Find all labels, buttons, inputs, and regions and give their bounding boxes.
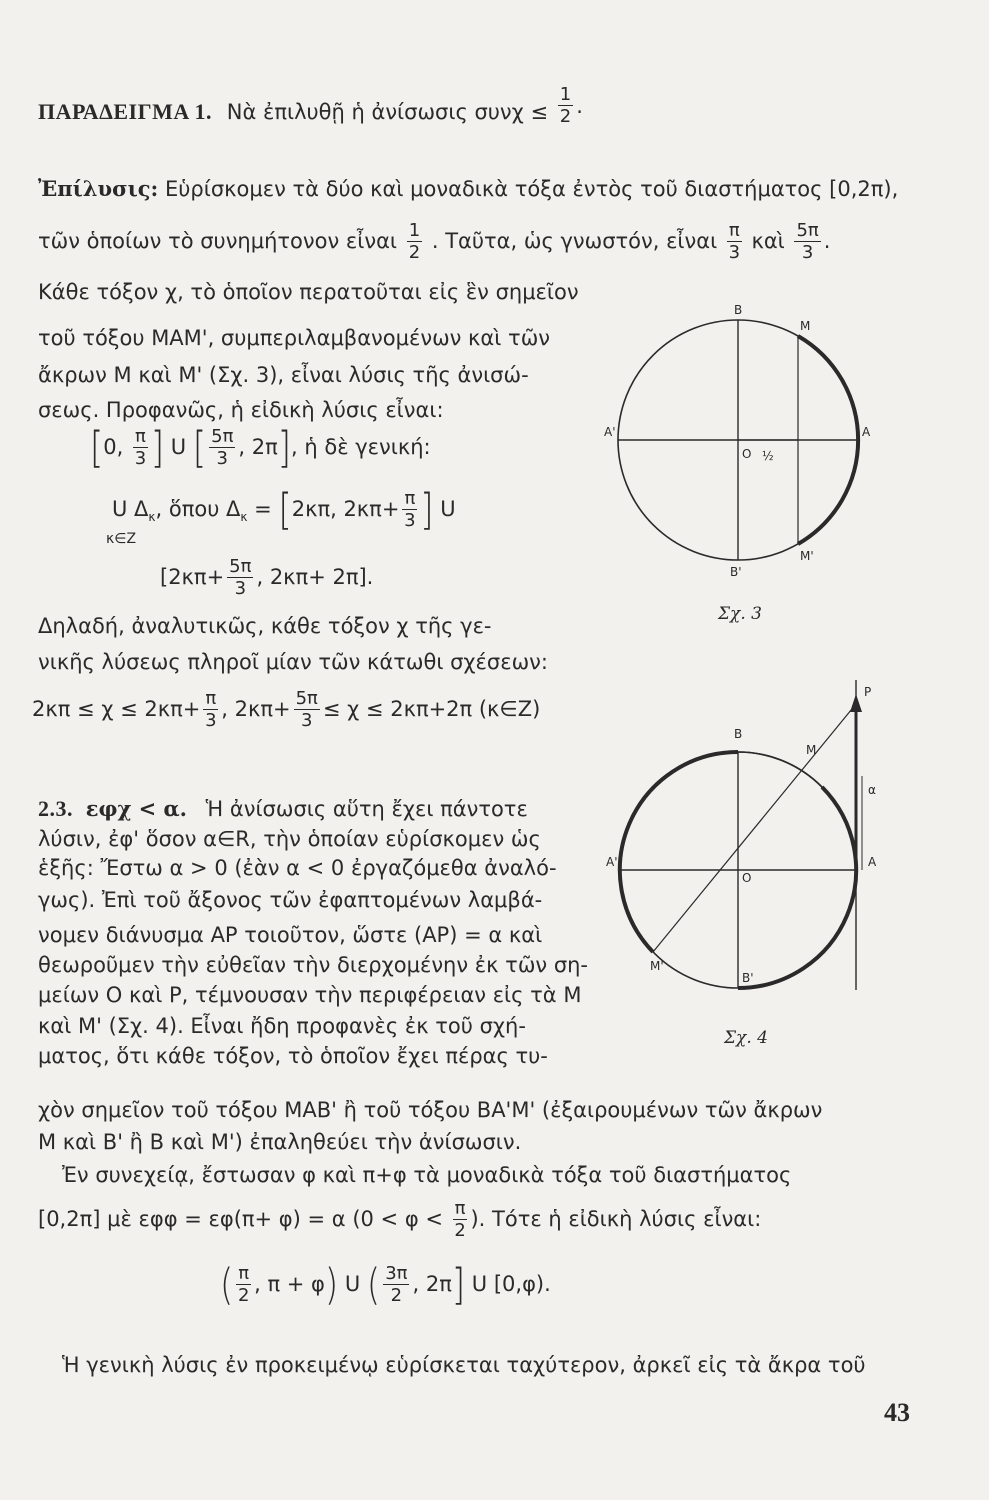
label-b: B <box>734 303 743 317</box>
solution-line-3: Κάθε τόξον χ, τὸ ὁποῖον περατοῦται εἰς ἓν σημεῖον <box>38 280 579 304</box>
section-line-1 <box>38 798 528 820</box>
section-line-7: μείων Ο καὶ Ρ, τέμνουσαν τὴν περιφέρειαν εἰς τὰ Μ <box>38 983 582 1007</box>
label-p: P <box>864 685 872 699</box>
den: 2 <box>454 1220 466 1241</box>
example-fraction <box>558 86 573 126</box>
section-title: εφχ < α. <box>85 796 187 821</box>
inequality-2a: , 2κπ+ <box>221 697 291 721</box>
label-half: ½ <box>762 449 774 463</box>
den: 3 <box>728 242 741 263</box>
delta-interval: 2κπ, 2κπ+ <box>291 497 400 521</box>
three-pi-half-fraction <box>383 1265 409 1305</box>
section-line-10: χὸν σημεῖον τοῦ τόξου ΜΑΒ' ἢ τοῦ τόξου ΒΑ'Μ' (ἐξαιρουμένων τῶν ἄκρων <box>38 1098 823 1122</box>
section-line-14: Ἡ γενικὴ λύσις ἐν προκειμένῳ εὑρίσκεται ταχύτερον, ἀρκεῖ εἰς τὰ ἄκρα τοῦ <box>62 1353 866 1377</box>
solution-line-6: σεως. Προφανῶς, ἡ εἰδικὴ λύσις εἶναι: <box>38 398 444 422</box>
den: 3 <box>300 710 313 731</box>
num: π <box>238 1263 250 1284</box>
arc-bm <box>738 752 822 787</box>
den: 3 <box>205 710 217 731</box>
five-pi-third-fraction <box>794 222 820 262</box>
line-op <box>653 704 856 952</box>
pi-third-fraction <box>727 222 742 262</box>
label-o: O <box>742 871 752 885</box>
example-statement: Νὰ ἐπιλυθῇ ἡ ἀνίσωσις συνχ ≤ <box>226 100 549 124</box>
section-line-12: Ἐν συνεχείᾳ, ἔστωσαν φ καὶ π+φ τὰ μοναδικὰ τόξα τοῦ διαστήματος <box>62 1163 792 1187</box>
section-line-2: λύσιν, ἐφ' ὅσον α∈R, τὴν ὁποίαν εὑρίσκομεν ὡς <box>38 827 541 851</box>
five-pi-third-fraction <box>209 428 235 468</box>
and-word: καὶ <box>751 229 785 253</box>
section-number: 2.3. <box>38 796 73 821</box>
label-m-prime: M' <box>650 959 664 973</box>
interval-b: , 2π <box>412 1272 452 1296</box>
num: π <box>728 220 740 241</box>
vector-arrowhead <box>850 694 862 712</box>
solution-line-8: νικῆς λύσεως πληροῖ μίαν τῶν κάτωθι σχέσεων: <box>38 650 548 674</box>
figure-4-diagram <box>600 660 890 1000</box>
label-alpha: α <box>868 783 876 797</box>
general-solution-line-2 <box>160 558 373 598</box>
label-a: A <box>862 425 871 439</box>
union-symbol: U <box>170 435 187 459</box>
num: π <box>454 1198 466 1219</box>
union-delta: U Δ <box>112 497 149 521</box>
solution-text-1: Εὑρίσκομεν τὰ δύο καὶ μοναδικὰ τόξα ἐντὸς τοῦ διαστήματος [0,2π), <box>164 177 899 201</box>
num: π <box>205 688 217 709</box>
section-line-4: γως). Ἐπὶ τοῦ ἄξονος τῶν ἐφαπτομένων λαμβά- <box>38 888 543 912</box>
solution-line-5: ἄκρων Μ καὶ Μ' (Σχ. 3), εἶναι λύσις τῆς ἀνισώ- <box>38 363 529 387</box>
union-symbol: U <box>344 1272 361 1296</box>
where-word: , ὅπου Δ <box>155 497 241 521</box>
label-b-prime: B' <box>742 971 754 985</box>
general-word: , ἡ δὲ γενική: <box>291 435 431 459</box>
section-text-1: Ἡ ἀνίσωσις αὕτη ἔχει πάντοτε <box>205 797 528 821</box>
den: 2 <box>390 1285 403 1306</box>
section-text-13b: ). Τότε ἡ εἰδικὴ λύσις εἶναι: <box>470 1207 762 1231</box>
section-line-6: θεωροῦμεν τὴν εὐθεῖαν τὴν διερχομένην ἐκ τῶν ση- <box>38 953 589 977</box>
pi-half-fraction <box>236 1265 251 1305</box>
den: 3 <box>234 578 247 599</box>
solution-line-7: Δηλαδή, ἀναλυτικῶς, κάθε τόξον χ τῆς γε- <box>38 614 492 638</box>
special-solution-line: [0, $\frac{\pi}{3}$ ] U [ $\frac{5\pi}{3}$ , 2π], ἡ δὲ γενική: <box>90 423 431 473</box>
five-pi-third-fraction <box>227 558 253 598</box>
label-b: B <box>734 727 743 741</box>
den: 3 <box>801 242 814 263</box>
pi-half-fraction <box>453 1200 468 1240</box>
fraction-numerator: 1 <box>559 84 572 105</box>
num: 5π <box>211 426 234 447</box>
figure-4-caption: Σχ. 4 <box>724 1028 768 1048</box>
pi-third-fraction <box>402 490 417 530</box>
pi-third-fraction <box>133 428 148 468</box>
section-line-3: ἑξῆς: Ἔστω α > 0 (ἐὰν α < 0 ἐργαζόμεθα ἀναλό- <box>38 856 557 880</box>
num: 1 <box>408 220 421 241</box>
interval-a: , π + φ <box>254 1272 325 1296</box>
interval-start: [2κπ+ <box>160 565 225 589</box>
inequality-1: 2κπ ≤ χ ≤ 2κπ+ <box>32 697 201 721</box>
section-line-8: καὶ Μ' (Σχ. 4). Εἶναι ἤδη προφανὲς ἐκ τοῦ σχή- <box>38 1014 526 1038</box>
den: 2 <box>237 1285 250 1306</box>
label-o: O <box>742 447 752 461</box>
equals-sign: = <box>254 497 272 521</box>
solution-text-2b: . Ταῦτα, ὡς γνωστόν, εἶναι <box>431 229 718 253</box>
fraction-denominator: 2 <box>559 106 572 127</box>
k-in-z: κ∈Z <box>106 531 137 547</box>
k-subscript: κ <box>148 510 156 525</box>
num: 5π <box>229 556 252 577</box>
half-fraction <box>407 222 422 262</box>
label-b-prime: B' <box>730 565 742 579</box>
num: 3π <box>385 1263 408 1284</box>
label-m-prime: M' <box>800 549 814 563</box>
num: π <box>135 426 146 447</box>
example-heading: ΠΑΡΑΔΕΙΓΜΑ 1. <box>38 99 213 124</box>
interval-start: 0, <box>103 435 124 459</box>
section-text-13a: [0,2π] μὲ εφφ = εφ(π+ φ) = α (0 < φ < <box>38 1207 443 1231</box>
label-a-prime: A' <box>604 425 616 439</box>
num: 5π <box>796 220 819 241</box>
section-line-9: ματος, ὅτι κάθε τόξον, τὸ ὁποῖον ἔχει πέρας τυ- <box>38 1044 548 1068</box>
den: 3 <box>216 448 228 469</box>
num: 5π <box>295 688 318 709</box>
solution-line-1 <box>38 178 898 200</box>
label-m: M <box>800 319 811 333</box>
solution-label: Ἐπίλυσις: <box>38 176 159 201</box>
page-number: 43 <box>884 1398 910 1427</box>
inequality-2b: ≤ χ ≤ 2κπ+2π (κ∈Z) <box>322 697 541 721</box>
figure-3-caption: Σχ. 3 <box>718 604 762 624</box>
arc-mab-prime <box>738 787 856 988</box>
solution-text-2a: τῶν ὁποίων τὸ συνημήτονον εἶναι <box>38 229 398 253</box>
den: 3 <box>134 448 147 469</box>
label-a: A <box>868 855 877 869</box>
interval-end: , 2κπ+ 2π]. <box>256 565 374 589</box>
k-subscript: κ <box>240 510 248 525</box>
interval-c: U [0,φ). <box>471 1272 551 1296</box>
union-symbol: U <box>440 497 456 521</box>
arc-ba-prime-m-prime <box>620 752 738 952</box>
den: 2 <box>408 242 421 263</box>
section-line-11: Μ καὶ Β' ἢ Β καὶ Μ') ἐπαληθεύει τὴν ἀνίσωσιν. <box>38 1130 522 1154</box>
label-a-prime: A' <box>606 855 618 869</box>
section-line-13 <box>38 1200 761 1240</box>
label-m: M <box>806 743 817 757</box>
num: π <box>404 488 416 509</box>
general-solution-line: U $\Delta_\kappa$, ὅπου $\Delta_\kappa = [2\kappa\pi$, 2κπ+ $\frac{\pi}{3}$ ] U <box>112 485 456 535</box>
solution-line-4: τοῦ τόξου ΜΑΜ', συμπεριλαμβανομένων καὶ τῶν <box>38 326 551 350</box>
solution-line-2: τῶν ὁποίων τὸ συνημήτονον εἶναι $\frac{1}{2}$ . Ταῦτα, ὡς γνωστόν, εἶναι $\frac{\pi}{3}$ καὶ $\frac{5\pi}{3}$ . <box>38 220 831 263</box>
figure-3-diagram <box>600 300 880 640</box>
five-pi-third-fraction <box>294 690 320 730</box>
den: 3 <box>404 510 416 531</box>
pi-third-fraction <box>203 690 218 730</box>
interval-end: , 2π <box>238 435 278 459</box>
special-solution-2: ( $\frac{\pi}{2}$ , π + φ) U ( $\frac{3\pi}{2}$ , 2π] U [0,φ). <box>220 1260 551 1310</box>
inequalities-line <box>32 690 540 730</box>
example-line: ΠΑΡΑΔΕΙΓΜΑ 1. Νὰ ἐπιλυθῇ ἡ ἀνίσωσις συνχ ≤ $\frac{1}{2}$ · <box>38 84 583 127</box>
section-line-5: νομεν διάνυσμα AP τοιοῦτον, ὥστε (AP) = α καὶ <box>38 923 543 947</box>
